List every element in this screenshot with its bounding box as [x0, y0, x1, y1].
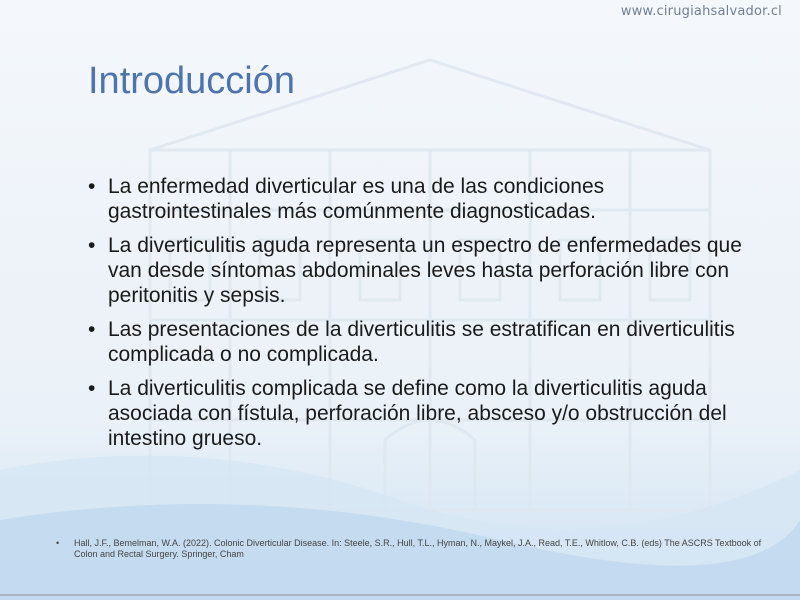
- bullet-list: [88, 174, 768, 460]
- bullet-dot-icon: •: [88, 175, 96, 198]
- bullet-item: [88, 376, 768, 451]
- bullet-item: [88, 174, 768, 224]
- bottom-divider: [0, 594, 800, 596]
- reference-text: Hall, J.F., Bemelman, W.A. (2022). Colonic Diverticular Disease. In: Steele, S.R., Hull, T.L., Hyman, N., Maykel, J.A., Read, T.E., Whitlow, C.B. (eds) The ASCRS Textbook of Colon and Rectal Surgery. Springer, Cham: [74, 538, 762, 559]
- website-url: www.cirugiahsalvador.cl: [620, 4, 782, 19]
- bullet-dot-icon: •: [88, 234, 96, 257]
- bullet-item: [88, 317, 768, 367]
- bullet-dot-icon: •: [88, 318, 96, 341]
- bullet-dot-icon: •: [56, 538, 60, 548]
- bullet-text: La enfermedad diverticular es una de las condiciones gastrointestinales más comúnmente diagnosticadas.: [108, 175, 605, 223]
- bullet-text: Las presentaciones de la diverticulitis se estratifican en diverticulitis complicada o no complicada.: [108, 318, 735, 366]
- bullet-text: La diverticulitis complicada se define como la diverticulitis aguda asociada con fístula, perforación libre, absceso y/o obstrucción del intestino grueso.: [108, 377, 727, 450]
- reference-citation: [56, 538, 766, 560]
- bullet-item: [88, 233, 768, 308]
- bullet-text: La diverticulitis aguda representa un espectro de enfermedades que van desde síntomas abdominales leves hasta perforación libre con peritonitis y sepsis.: [108, 234, 742, 307]
- bullet-dot-icon: •: [88, 377, 96, 400]
- slide-title: Introducción: [88, 60, 296, 102]
